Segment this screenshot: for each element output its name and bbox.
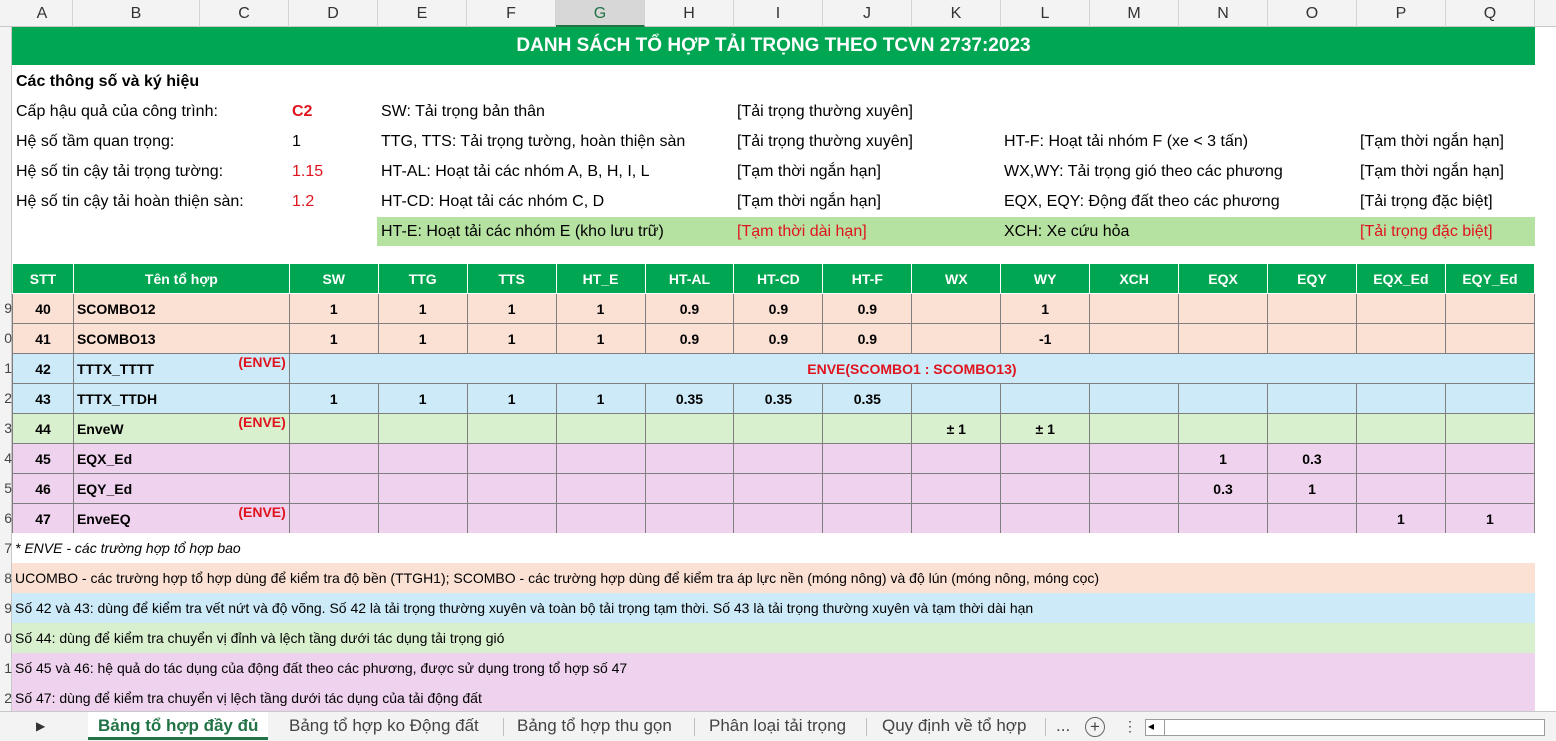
factor-cell[interactable]: [1268, 294, 1357, 324]
factor-cell[interactable]: [1356, 414, 1445, 444]
factor-cell[interactable]: [1179, 294, 1268, 324]
factor-cell[interactable]: [1356, 324, 1445, 354]
note-line: UCOMBO - các trường hợp tổ hợp dùng để kiểm tra độ bền (TTGH1); SCOMBO - các trường hợp dùng để kiểm tra áp lực nền (móng nông) và độ lún (móng nông, móng cọc): [12, 563, 1535, 593]
symbol-type: [Tạm thời ngắn hạn]: [737, 163, 881, 180]
symbol-type: [Tạm thời ngắn hạn]: [1360, 133, 1504, 150]
factor-cell[interactable]: [1090, 414, 1179, 444]
tab-menu-icon[interactable]: ⋮: [1123, 718, 1137, 734]
symbol-type: [Tạm thời ngắn hạn]: [1360, 163, 1504, 180]
column-header-f[interactable]: F: [467, 0, 556, 27]
table-header-row: [13, 264, 1535, 294]
factor-cell[interactable]: 0.35: [823, 384, 912, 414]
factor-cell[interactable]: [378, 474, 467, 504]
column-header-q[interactable]: Q: [1446, 0, 1535, 27]
combo-name-cell[interactable]: [73, 414, 289, 444]
horizontal-scrollbar[interactable]: [1145, 719, 1545, 736]
symbol-type: [Tạm thời ngắn hạn]: [737, 193, 881, 210]
row-header[interactable]: 9: [4, 300, 12, 316]
combo-name: SCOMBO13: [76, 330, 156, 347]
tab-quy-dinh-ve-to-hop[interactable]: Quy định về tổ hợp: [882, 716, 1027, 735]
column-header-k[interactable]: K: [912, 0, 1001, 27]
row-header[interactable]: 6: [4, 510, 12, 526]
factor-cell[interactable]: [467, 504, 556, 534]
symbol-name: TTG, TTS: Tải trọng tường, hoàn thiện sàn: [381, 133, 686, 150]
factor-cell[interactable]: [289, 474, 378, 504]
factor-cell[interactable]: [1356, 444, 1445, 474]
factor-cell[interactable]: [289, 504, 378, 534]
factor-cell[interactable]: [912, 324, 1001, 354]
enve-tag: (ENVE): [238, 414, 286, 430]
table-header-cell[interactable]: HT_E: [556, 264, 645, 294]
table-row[interactable]: [13, 324, 1535, 354]
combo-name-cell[interactable]: [73, 294, 289, 324]
column-header-o[interactable]: O: [1268, 0, 1357, 27]
factor-cell[interactable]: [1445, 324, 1534, 354]
table-header-cell[interactable]: HT-CD: [734, 264, 823, 294]
factor-cell[interactable]: [1445, 384, 1534, 414]
table-header-cell[interactable]: WY: [1001, 264, 1090, 294]
table-header-cell[interactable]: EQX: [1179, 264, 1268, 294]
row-header[interactable]: 3: [4, 420, 12, 436]
stt-cell[interactable]: 42: [13, 354, 74, 384]
row-header-bar: [0, 27, 12, 711]
column-header-b[interactable]: B: [73, 0, 200, 27]
factor-cell[interactable]: [1445, 294, 1534, 324]
scroll-thumb[interactable]: [1164, 720, 1165, 735]
combo-name: EnveW: [76, 420, 124, 437]
factor-cell[interactable]: [1445, 474, 1534, 504]
factor-cell[interactable]: 0.3: [1268, 444, 1357, 474]
row-header[interactable]: 2: [4, 690, 12, 706]
factor-cell[interactable]: [912, 384, 1001, 414]
tab-bang-to-hop-thu-gon[interactable]: Bảng tổ hợp thu gọn: [517, 716, 672, 735]
factor-cell[interactable]: [823, 504, 912, 534]
column-header-g[interactable]: G: [556, 0, 645, 27]
param-label: Hệ số tầm quan trọng:: [16, 133, 175, 150]
stt-cell[interactable]: 45: [13, 444, 74, 474]
row-header[interactable]: 0: [4, 630, 12, 646]
factor-cell[interactable]: 0.9: [823, 324, 912, 354]
factor-cell[interactable]: [378, 414, 467, 444]
factor-cell[interactable]: 1: [467, 294, 556, 324]
combo-name: TTTX_TTDH: [76, 390, 158, 407]
factor-cell[interactable]: [1356, 294, 1445, 324]
table-header-cell[interactable]: EQY_Ed: [1445, 264, 1534, 294]
symbol-name: SW: Tải trọng bản thân: [381, 103, 545, 120]
column-header-h[interactable]: H: [645, 0, 734, 27]
symbol-name: HT-E: Hoạt tải các nhóm E (kho lưu trữ): [381, 223, 664, 240]
combo-name-cell[interactable]: [73, 444, 289, 474]
tab-separator: [503, 718, 504, 736]
factor-cell[interactable]: [1001, 384, 1090, 414]
factor-cell[interactable]: [1090, 474, 1179, 504]
factor-cell[interactable]: [1445, 444, 1534, 474]
param-label: Cấp hậu quả của công trình:: [16, 103, 218, 120]
factor-cell[interactable]: [823, 414, 912, 444]
factor-cell[interactable]: 1: [467, 324, 556, 354]
tab-bang-to-hop-ko-dong-dat[interactable]: Bảng tổ hợp ko Động đất: [289, 716, 479, 735]
factor-cell[interactable]: -1: [1001, 324, 1090, 354]
row-header[interactable]: 1: [4, 660, 12, 676]
factor-cell[interactable]: 1: [556, 384, 645, 414]
factor-cell[interactable]: [556, 504, 645, 534]
tab-separator: [1045, 718, 1046, 736]
tab-separator: [694, 718, 695, 736]
column-header-n[interactable]: N: [1179, 0, 1268, 27]
factor-cell[interactable]: 1: [378, 294, 467, 324]
more-tabs-button[interactable]: ...: [1056, 716, 1071, 735]
factor-cell[interactable]: [1445, 414, 1534, 444]
factor-cell[interactable]: [645, 504, 734, 534]
row-header[interactable]: 7: [4, 540, 12, 556]
factor-cell[interactable]: [645, 474, 734, 504]
symbol-name: XCH: Xe cứu hỏa: [1004, 223, 1130, 240]
factor-cell[interactable]: 1: [1268, 474, 1357, 504]
combination-table: [12, 263, 1535, 534]
factor-cell[interactable]: 1: [1179, 444, 1268, 474]
table-header-cell[interactable]: HT-AL: [645, 264, 734, 294]
factor-cell[interactable]: 0.9: [645, 294, 734, 324]
table-header-cell[interactable]: EQY: [1268, 264, 1357, 294]
table-header-cell[interactable]: XCH: [1090, 264, 1179, 294]
factor-cell[interactable]: [1179, 414, 1268, 444]
stt-cell[interactable]: 44: [13, 414, 74, 444]
stt-cell[interactable]: 46: [13, 474, 74, 504]
combo-name-cell[interactable]: [73, 384, 289, 414]
symbol-type: [Tải trọng thường xuyên]: [737, 133, 913, 150]
symbol-type: [Tải trọng thường xuyên]: [737, 103, 913, 120]
factor-cell[interactable]: 0.3: [1179, 474, 1268, 504]
factor-cell[interactable]: 0.35: [734, 384, 823, 414]
factor-cell[interactable]: [1001, 504, 1090, 534]
worksheet[interactable]: [12, 27, 1535, 711]
column-header-p[interactable]: P: [1357, 0, 1446, 27]
row-header[interactable]: 9: [4, 600, 12, 616]
factor-cell[interactable]: [1179, 324, 1268, 354]
enve-tag: (ENVE): [238, 504, 286, 520]
column-header-d[interactable]: D: [289, 0, 378, 27]
combo-name-cell[interactable]: [73, 354, 289, 384]
table-row[interactable]: [13, 294, 1535, 324]
factor-cell[interactable]: 0.9: [823, 294, 912, 324]
combo-name: SCOMBO12: [76, 300, 156, 317]
tab-scroll-right-icon[interactable]: ▶: [36, 719, 46, 733]
row-header[interactable]: 8: [4, 570, 12, 586]
stt-cell[interactable]: 40: [13, 294, 74, 324]
factor-cell[interactable]: [378, 504, 467, 534]
symbol-name: HT-AL: Hoạt tải các nhóm A, B, H, I, L: [381, 163, 650, 180]
factor-cell[interactable]: [645, 414, 734, 444]
merged-formula-cell[interactable]: ENVE(SCOMBO1 : SCOMBO13): [289, 354, 1534, 384]
factor-cell[interactable]: 0.9: [734, 294, 823, 324]
factor-cell[interactable]: [823, 444, 912, 474]
combo-name-cell[interactable]: [73, 504, 289, 534]
column-header-j[interactable]: J: [823, 0, 912, 27]
params-heading: Các thông số và ký hiệu: [16, 73, 200, 90]
column-header-e[interactable]: E: [378, 0, 467, 27]
factor-cell[interactable]: 0.9: [734, 324, 823, 354]
factor-cell[interactable]: 1: [1001, 294, 1090, 324]
sheet-title: DANH SÁCH TỔ HỢP TẢI TRỌNG THEO TCVN 2737:2023: [12, 27, 1535, 65]
column-header-bar: [0, 0, 1556, 27]
factor-cell[interactable]: [467, 444, 556, 474]
factor-cell[interactable]: [912, 474, 1001, 504]
table-row[interactable]: [13, 354, 1535, 384]
factor-cell[interactable]: [467, 474, 556, 504]
note-line: * ENVE - các trường hợp tổ hợp bao: [12, 533, 1535, 563]
factor-cell[interactable]: [556, 444, 645, 474]
combo-name-cell[interactable]: [73, 474, 289, 504]
table-header-cell[interactable]: WX: [912, 264, 1001, 294]
factor-cell[interactable]: [1001, 474, 1090, 504]
factor-cell[interactable]: [1268, 384, 1357, 414]
row-header[interactable]: 1: [4, 360, 12, 376]
row-header[interactable]: 0: [4, 330, 12, 346]
note-line: Số 44: dùng để kiểm tra chuyển vị đỉnh và lệch tầng dưới tác dụng tải trọng gió: [12, 623, 1535, 653]
factor-cell[interactable]: 1: [289, 384, 378, 414]
note-line: Số 47: dùng để kiểm tra chuyển vị lệch tầng dưới tác dụng của tải động đất: [12, 683, 1535, 713]
factor-cell[interactable]: 1: [556, 324, 645, 354]
param-value: 1.15: [292, 163, 324, 180]
tab-bang-to-hop-day-du[interactable]: Bảng tổ hợp đầy đủ: [88, 712, 268, 740]
factor-cell[interactable]: ± 1: [912, 414, 1001, 444]
table-row[interactable]: [13, 384, 1535, 414]
param-value: 1: [292, 133, 301, 150]
combo-name-cell[interactable]: [73, 324, 289, 354]
sheet-tab-bar: [0, 711, 1556, 741]
factor-cell[interactable]: 1: [467, 384, 556, 414]
factor-cell[interactable]: [1090, 324, 1179, 354]
combo-name: EnveEQ: [76, 510, 131, 527]
stt-cell[interactable]: 41: [13, 324, 74, 354]
table-header-cell[interactable]: STT: [13, 264, 74, 294]
row-header[interactable]: 2: [4, 390, 12, 406]
factor-cell[interactable]: [734, 504, 823, 534]
factor-cell[interactable]: [1090, 294, 1179, 324]
factor-cell[interactable]: [378, 444, 467, 474]
column-header-c[interactable]: C: [200, 0, 289, 27]
factor-cell[interactable]: [1090, 384, 1179, 414]
symbol-name: HT-F: Hoạt tải nhóm F (xe < 3 tấn): [1004, 133, 1249, 150]
enve-tag: (ENVE): [238, 354, 286, 370]
factor-cell[interactable]: [823, 474, 912, 504]
factor-cell[interactable]: [1090, 444, 1179, 474]
row-header[interactable]: 4: [4, 450, 12, 466]
factor-cell[interactable]: [556, 414, 645, 444]
scroll-left-icon[interactable]: ◂: [1148, 719, 1155, 733]
factor-cell[interactable]: ± 1: [1001, 414, 1090, 444]
table-header-cell[interactable]: EQX_Ed: [1356, 264, 1445, 294]
factor-cell[interactable]: 0.9: [645, 324, 734, 354]
note-line: Số 42 và 43: dùng để kiểm tra vết nứt và độ võng. Số 42 là tải trọng thường xuyên và toàn bộ tải trọng tạm thời. Số 43 là tải trọng thường xuyên và tạm thời dài hạn: [12, 593, 1535, 623]
factor-cell[interactable]: 1: [556, 294, 645, 324]
factor-cell[interactable]: 1: [289, 294, 378, 324]
stt-cell[interactable]: 43: [13, 384, 74, 414]
table-row[interactable]: [13, 504, 1535, 534]
factor-cell[interactable]: [734, 474, 823, 504]
factor-cell[interactable]: [1001, 444, 1090, 474]
factor-cell[interactable]: 0.35: [645, 384, 734, 414]
factor-cell[interactable]: [1179, 504, 1268, 534]
table-header-cell[interactable]: TTG: [378, 264, 467, 294]
table-header-cell[interactable]: Tên tổ hợp: [73, 264, 289, 294]
param-label: Hệ số tin cậy tải hoàn thiện sàn:: [16, 193, 244, 210]
symbol-type: [Tải trọng đặc biệt]: [1360, 223, 1493, 240]
factor-cell[interactable]: [912, 444, 1001, 474]
tab-phan-loai-tai-trong[interactable]: Phân loại tải trọng: [709, 716, 847, 735]
factor-cell[interactable]: [645, 444, 734, 474]
factor-cell[interactable]: [1179, 384, 1268, 414]
factor-cell[interactable]: [1356, 474, 1445, 504]
param-value: 1.2: [292, 193, 315, 210]
symbol-name: HT-CD: Hoạt tải các nhóm C, D: [381, 193, 605, 210]
factor-cell[interactable]: [912, 294, 1001, 324]
combo-name: EQY_Ed: [76, 480, 133, 497]
table-row[interactable]: [13, 444, 1535, 474]
factor-cell[interactable]: [912, 504, 1001, 534]
factor-cell[interactable]: [467, 414, 556, 444]
factor-cell[interactable]: [1268, 414, 1357, 444]
param-label: Hệ số tin cậy tải trọng tường:: [16, 163, 224, 180]
note-line: Số 45 và 46: hệ quả do tác dụng của động đất theo các phương, được sử dụng trong tổ hợp số 47: [12, 653, 1535, 683]
table-header-cell[interactable]: TTS: [467, 264, 556, 294]
combo-name: EQX_Ed: [76, 450, 133, 467]
symbol-name: EQX, EQY: Động đất theo các phương: [1004, 193, 1280, 210]
symbol-name: WX,WY: Tải trọng gió theo các phương: [1004, 163, 1283, 180]
factor-cell[interactable]: [1268, 324, 1357, 354]
add-sheet-icon[interactable]: +: [1085, 717, 1105, 737]
factor-cell[interactable]: 1: [289, 324, 378, 354]
param-value: C2: [292, 103, 313, 120]
symbol-type: [Tạm thời dài hạn]: [737, 223, 867, 240]
tab-separator: [866, 718, 867, 736]
table-header-cell[interactable]: SW: [289, 264, 378, 294]
factor-cell[interactable]: [734, 444, 823, 474]
table-row[interactable]: [13, 414, 1535, 444]
row-header[interactable]: 5: [4, 480, 12, 496]
factor-cell[interactable]: [1268, 504, 1357, 534]
factor-cell[interactable]: [289, 414, 378, 444]
factor-cell[interactable]: [1356, 384, 1445, 414]
factor-cell[interactable]: 1: [1356, 504, 1445, 534]
factor-cell[interactable]: 1: [1445, 504, 1534, 534]
factor-cell[interactable]: [556, 474, 645, 504]
factor-cell[interactable]: [289, 444, 378, 474]
column-header-l[interactable]: L: [1001, 0, 1090, 27]
stt-cell[interactable]: 47: [13, 504, 74, 534]
factor-cell[interactable]: [734, 414, 823, 444]
table-header-cell[interactable]: HT-F: [823, 264, 912, 294]
column-header-i[interactable]: I: [734, 0, 823, 27]
factor-cell[interactable]: [1090, 504, 1179, 534]
combo-name: TTTX_TTTT: [76, 360, 154, 377]
factor-cell[interactable]: 1: [378, 324, 467, 354]
column-header-a[interactable]: A: [12, 0, 73, 27]
column-header-m[interactable]: M: [1090, 0, 1179, 27]
symbol-type: [Tải trọng đặc biệt]: [1360, 193, 1493, 210]
table-row[interactable]: [13, 474, 1535, 504]
factor-cell[interactable]: 1: [378, 384, 467, 414]
